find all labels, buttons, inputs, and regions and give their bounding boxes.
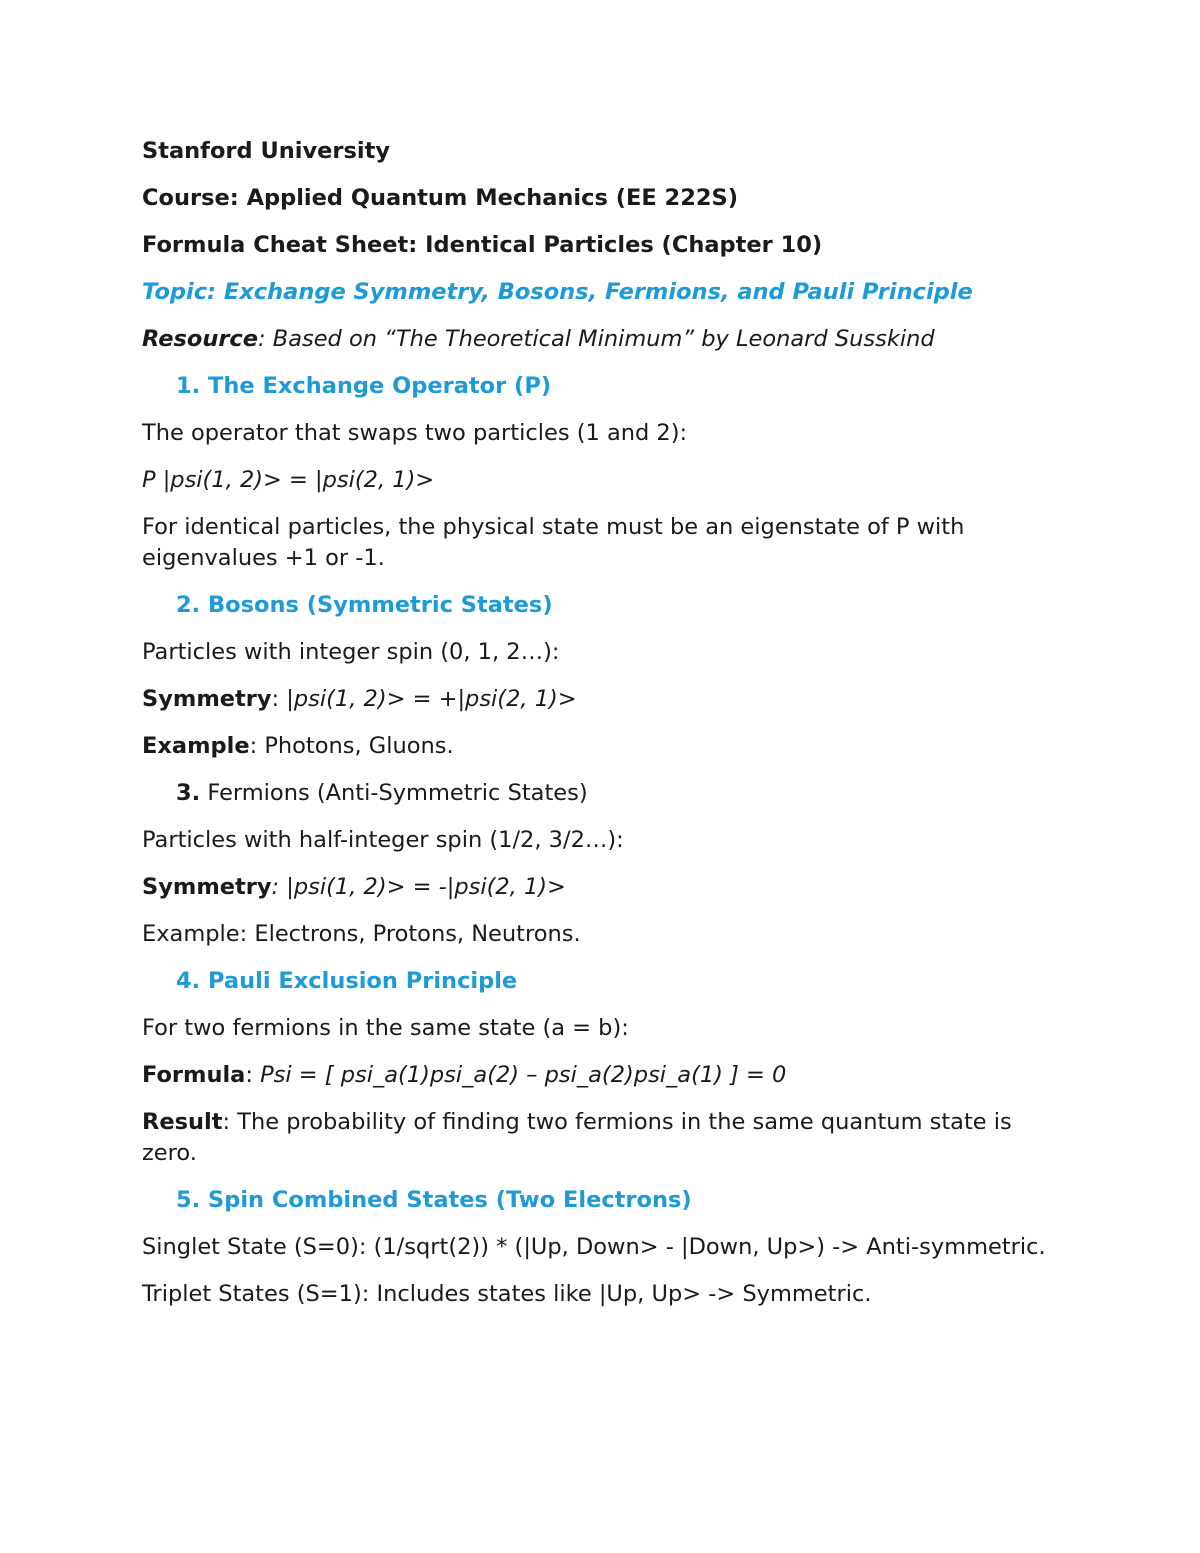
fermion-symmetry-formula: : |psi(1, 2)> = -|psi(2, 1)> bbox=[271, 874, 566, 900]
section-5-heading: 5. Spin Combined States (Two Electrons) bbox=[176, 1187, 692, 1213]
singlet-state: Singlet State (S=0): (1/sqrt(2)) * (|Up, Down> - |Down, Up>) -> Anti-symmetric. bbox=[142, 1234, 1046, 1260]
pauli-formula-expression: Psi = [ psi_a(1)psi_a(2) – psi_a(2)psi_a(1) ] = 0 bbox=[260, 1062, 787, 1088]
document-page bbox=[142, 136, 1072, 1326]
boson-symmetry bbox=[142, 684, 1072, 715]
fermion-symmetry-label: Symmetry bbox=[142, 874, 272, 900]
pauli-formula bbox=[142, 1060, 1072, 1091]
pauli-result-label: Result bbox=[142, 1109, 223, 1135]
boson-symmetry-sep: : bbox=[271, 686, 287, 712]
section-1-note: For identical particles, the physical state must be an eigenstate of P with eigenvalues +1 or -1. bbox=[142, 514, 965, 571]
topic-line: Topic: Exchange Symmetry, Bosons, Fermions, and Pauli Principle bbox=[142, 279, 973, 305]
exchange-formula: P |psi(1, 2)> = |psi(2, 1)> bbox=[142, 467, 435, 493]
section-1-heading: 1. The Exchange Operator (P) bbox=[176, 373, 552, 399]
pauli-formula-label: Formula bbox=[142, 1062, 246, 1088]
fermion-symmetry bbox=[142, 872, 1072, 903]
section-3-heading bbox=[142, 778, 1072, 809]
cheat-sheet-title: Formula Cheat Sheet: Identical Particles (Chapter 10) bbox=[142, 232, 823, 258]
resource-label: Resource bbox=[142, 326, 259, 352]
boson-example bbox=[142, 731, 1072, 762]
pauli-result-text: : The probability of finding two fermions in the same quantum state is zero. bbox=[142, 1109, 1012, 1166]
section-4-intro: For two fermions in the same state (a = b): bbox=[142, 1015, 629, 1041]
resource-text: : Based on “The Theoretical Minimum” by Leonard Susskind bbox=[258, 326, 935, 352]
section-3-intro: Particles with half-integer spin (1/2, 3/2…): bbox=[142, 827, 624, 853]
pauli-result bbox=[142, 1107, 1072, 1169]
university-title: Stanford University bbox=[142, 138, 390, 164]
boson-example-text: : Photons, Gluons. bbox=[249, 733, 454, 759]
section-3-title: Fermions (Anti-Symmetric States) bbox=[200, 780, 588, 806]
section-4-heading: 4. Pauli Exclusion Principle bbox=[176, 968, 518, 994]
boson-symmetry-formula: |psi(1, 2)> = +|psi(2, 1)> bbox=[286, 686, 577, 712]
boson-example-label: Example bbox=[142, 733, 250, 759]
section-3-number: 3. bbox=[176, 780, 201, 806]
section-2-heading: 2. Bosons (Symmetric States) bbox=[176, 592, 553, 618]
pauli-formula-sep: : bbox=[245, 1062, 261, 1088]
resource-line bbox=[142, 324, 1072, 355]
section-1-intro: The operator that swaps two particles (1 and 2): bbox=[142, 420, 688, 446]
fermion-example: Example: Electrons, Protons, Neutrons. bbox=[142, 921, 581, 947]
boson-symmetry-label: Symmetry bbox=[142, 686, 272, 712]
section-2-intro: Particles with integer spin (0, 1, 2…): bbox=[142, 639, 560, 665]
triplet-state: Triplet States (S=1): Includes states like |Up, Up> -> Symmetric. bbox=[142, 1281, 872, 1307]
course-title: Course: Applied Quantum Mechanics (EE 222S) bbox=[142, 185, 739, 211]
